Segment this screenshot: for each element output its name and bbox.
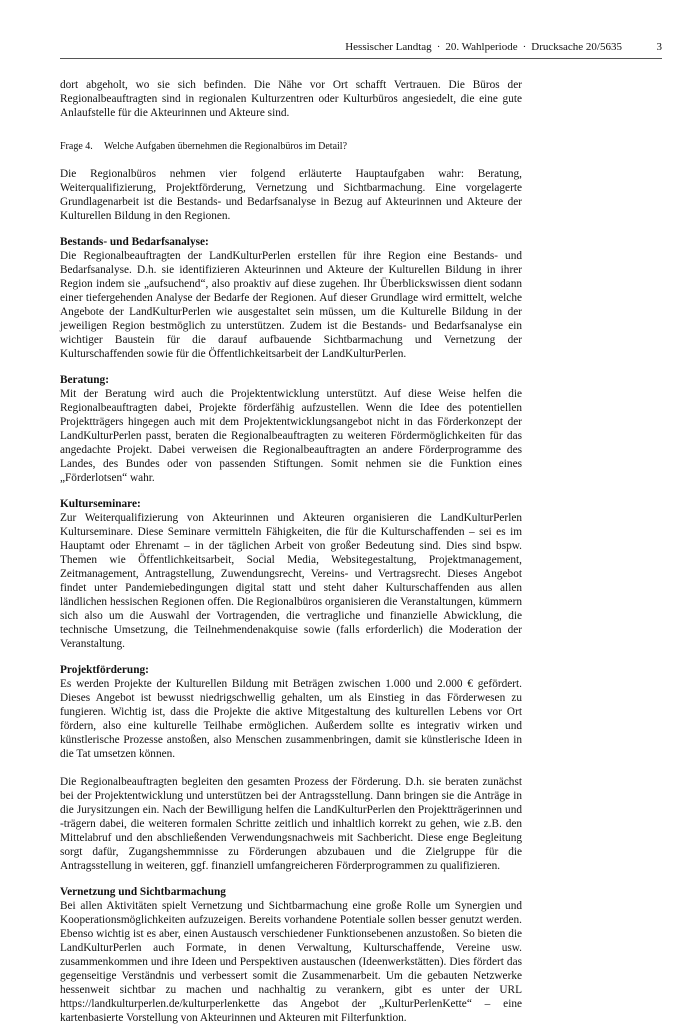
page-number: 3 bbox=[656, 41, 662, 53]
header-doc-number: Drucksache 20/5635 bbox=[531, 41, 622, 53]
intro-paragraph: dort abgeholt, wo sie sich befinden. Die Nähe vor Ort schafft Vertrauen. Die Büros der Regionalbeauftragten sind in regionalen Kulturzentren oder Kulturbüros angesiedelt, die eine gute Anlaufstelle für die Akteurinnen und Akteure sind. bbox=[60, 79, 522, 119]
section-paragraph: Es werden Projekte der Kulturellen Bildung mit Beträgen zwischen 1.000 und 2.000 € gefördert. Dieses Angebot ist bewusst niedrigschwellig gehalten, um als Einstieg in das Förderwesen zu fungieren. Wichtig ist, dass die Projekte die aktive Mitgestaltung des kulturellen Lebens vor Ort fördern, also eine kulturelle Teilhabe ermöglichen. Außerdem sollte es integrativ wirken und künstlerische Prozesse anstoßen, also Menschen zusammenbringen, damit sie künstlerische Ideen in die Tat umsetzen können. bbox=[60, 678, 522, 760]
question-line bbox=[60, 140, 522, 154]
page-header bbox=[60, 40, 662, 59]
section-paragraph: Zur Weiterqualifizierung von Akteurinnen und Akteuren organisieren die LandKulturPerlen Kulturseminare. Diese Seminare vermitteln Fähigkeiten, die für die Kulturschaffenden – sei es im Hauptamt oder Ehrenamt – in der täglichen Arbeit von großer Bedeutung sind. Dies sind bspw. Themen wie Öffentlichkeitsarbeit, Social Media, Websitegestaltung, Projektmanagement, Zeitmanagement, Antragstellung, Zuwendungsrecht, Vereins- und Vertragsrecht. Dieses Angebot findet unter Pandemiebedingungen digital statt und steht daher Kulturschaffenden aus allen ländlichen hessischen Regionen offen. Die Regionalbüros organisieren die Veranstaltungen, kümmern sich also um die Auswahl der Vortragenden, die vertragliche und finanzielle Abwicklung, die technische Umsetzung, die Teilnehmendenakquise sowie (falls erforderlich) die Moderation der Veranstaltung. bbox=[60, 512, 522, 650]
section-consulting bbox=[60, 373, 522, 485]
header-period: 20. Wahlperiode bbox=[445, 41, 518, 53]
section-seminars bbox=[60, 497, 522, 651]
answer-intro-paragraph: Die Regionalbüros nehmen vier folgend erläuterte Hauptaufgaben wahr: Beratung, Weiterqualifizierung, Projektförderung, Vernetzung und Sichtbarmachung. Eine vorgelagerte Grundlagenarbeit ist die Bestands- und Bedarfsanalyse in Bezug auf Akteurinnen und Akteure der Kulturellen Bildung in den Regionen. bbox=[60, 168, 522, 222]
section-funding bbox=[60, 663, 522, 873]
header-parliament: Hessischer Landtag bbox=[345, 41, 432, 53]
section-paragraph: Die Regionalbeauftragten begleiten den gesamten Prozess der Förderung. D.h. sie beraten zunächst bei der Projektentwicklung und unterstützen bei der Antragsstellung. Dann bringen sie die Anträge in die Jurysitzungen ein. Nach der Bewilligung helfen die LandKulturPerlen den Projektträgerinnen und -trägern dabei, die weiteren formalen Schritte zeitlich und inhaltlich korrekt zu gehen, wie z.B. den Mittelabruf und den abschließenden Verwendungsnachweis mit Sachbericht. Diese enge Begleitung sorgt dafür, Zugangshemmnisse zu Förderungen abzubauen und die Zielgruppe für die Antragsstellung in weiteren, ggf. finanziell umfangreicheren Förderprogrammen zu qualifizieren. bbox=[60, 776, 522, 872]
header-separator: · bbox=[522, 41, 527, 53]
header-info bbox=[60, 41, 622, 53]
section-analysis bbox=[60, 235, 522, 361]
section-heading: Bestands- und Bedarfsanalyse: bbox=[60, 236, 209, 248]
question-text: Welche Aufgaben übernehmen die Regionalbüros im Detail? bbox=[104, 141, 348, 152]
header-separator: · bbox=[436, 41, 441, 53]
document-body bbox=[60, 78, 522, 1025]
section-heading: Kulturseminare: bbox=[60, 498, 141, 510]
section-networking bbox=[60, 885, 522, 1025]
question-number: Frage 4. bbox=[60, 141, 93, 152]
section-paragraph: Bei allen Aktivitäten spielt Vernetzung und Sichtbarmachung eine große Rolle um Synergien und Kooperationsmöglichkeiten aufzuzeigen. Bereits vorhandene Potentiale sollen besser genutzt werden. Ebenso wichtig ist es aber, einen Austausch verschiedener Funktionsebenen anzustoßen. So bieten die LandKulturPerlen auch Formate, in denen Verwaltung, Kulturschaffende, Vereine usw. zusammenkommen und ihre Ideen und Perspektiven austauschen (Ideenwerkstätten). Dies fördert das gegenseitige Verständnis und verbessert somit die Zusammenarbeit. Um die gebauten Netzwerke hessenweit sichtbar zu machen und nachhaltig zu verankern, gibt es unter der URL https://landkulturperlen.de/kulturperlenkette das Angebot der „KulturPerlenKette“ – eine kartenbasierte Vorstellung von Akteurinnen und Akteuren mit Filterfunktion. bbox=[60, 900, 522, 1024]
section-heading: Vernetzung und Sichtbarmachung bbox=[60, 886, 226, 898]
section-heading: Projektförderung: bbox=[60, 664, 149, 676]
section-paragraph: Mit der Beratung wird auch die Projektentwicklung unterstützt. Auf diese Weise helfen die Regionalbeauftragten dabei, Projekte förderfähig aufzustellen. Wenn die Idee des potentiellen Projektträgers hingegen auch mit dem Projektentwicklungsangebot nicht in das Förderkonzept der LandKulturPerlen passt, beraten die Regionalbeauftragten zu weiteren Fördermöglichkeiten für das angedachte Projekt. Dabei verweisen die Regionalbeauftragten an andere Förderprogramme des Landes, des Bundes oder von passenden Stiftungen. Somit nehmen sie die Funktion eines „Förderlotsen“ wahr. bbox=[60, 388, 522, 484]
section-paragraph: Die Regionalbeauftragten der LandKulturPerlen erstellen für ihre Region eine Bestands- und Bedarfsanalyse. D.h. sie identifizieren Akteurinnen und Akteure der Kulturellen Bildung in ihrer Region indem sie „aufsuchend“, also proaktiv auf diese zugehen. Ihr Überblickswissen dient sodann einer tiefergehenden Analyse der Bedarfe der Regionen. Auf dieser Grundlage wird ermittelt, welche Angebote der LandKulturPerlen wie ausgestaltet sein müssen, um die Kulturelle Bildung in der jeweiligen Region bestmöglich zu unterstützen. Zudem ist die Bestands- und Bedarfsanalyse ein wichtiger Baustein für die darauf aufbauende Sichtbarmachung und Vernetzung der Kulturschaffenden sowie für die Öffentlichkeitsarbeit der LandKulturPerlen. bbox=[60, 250, 522, 360]
section-heading: Beratung: bbox=[60, 374, 109, 386]
